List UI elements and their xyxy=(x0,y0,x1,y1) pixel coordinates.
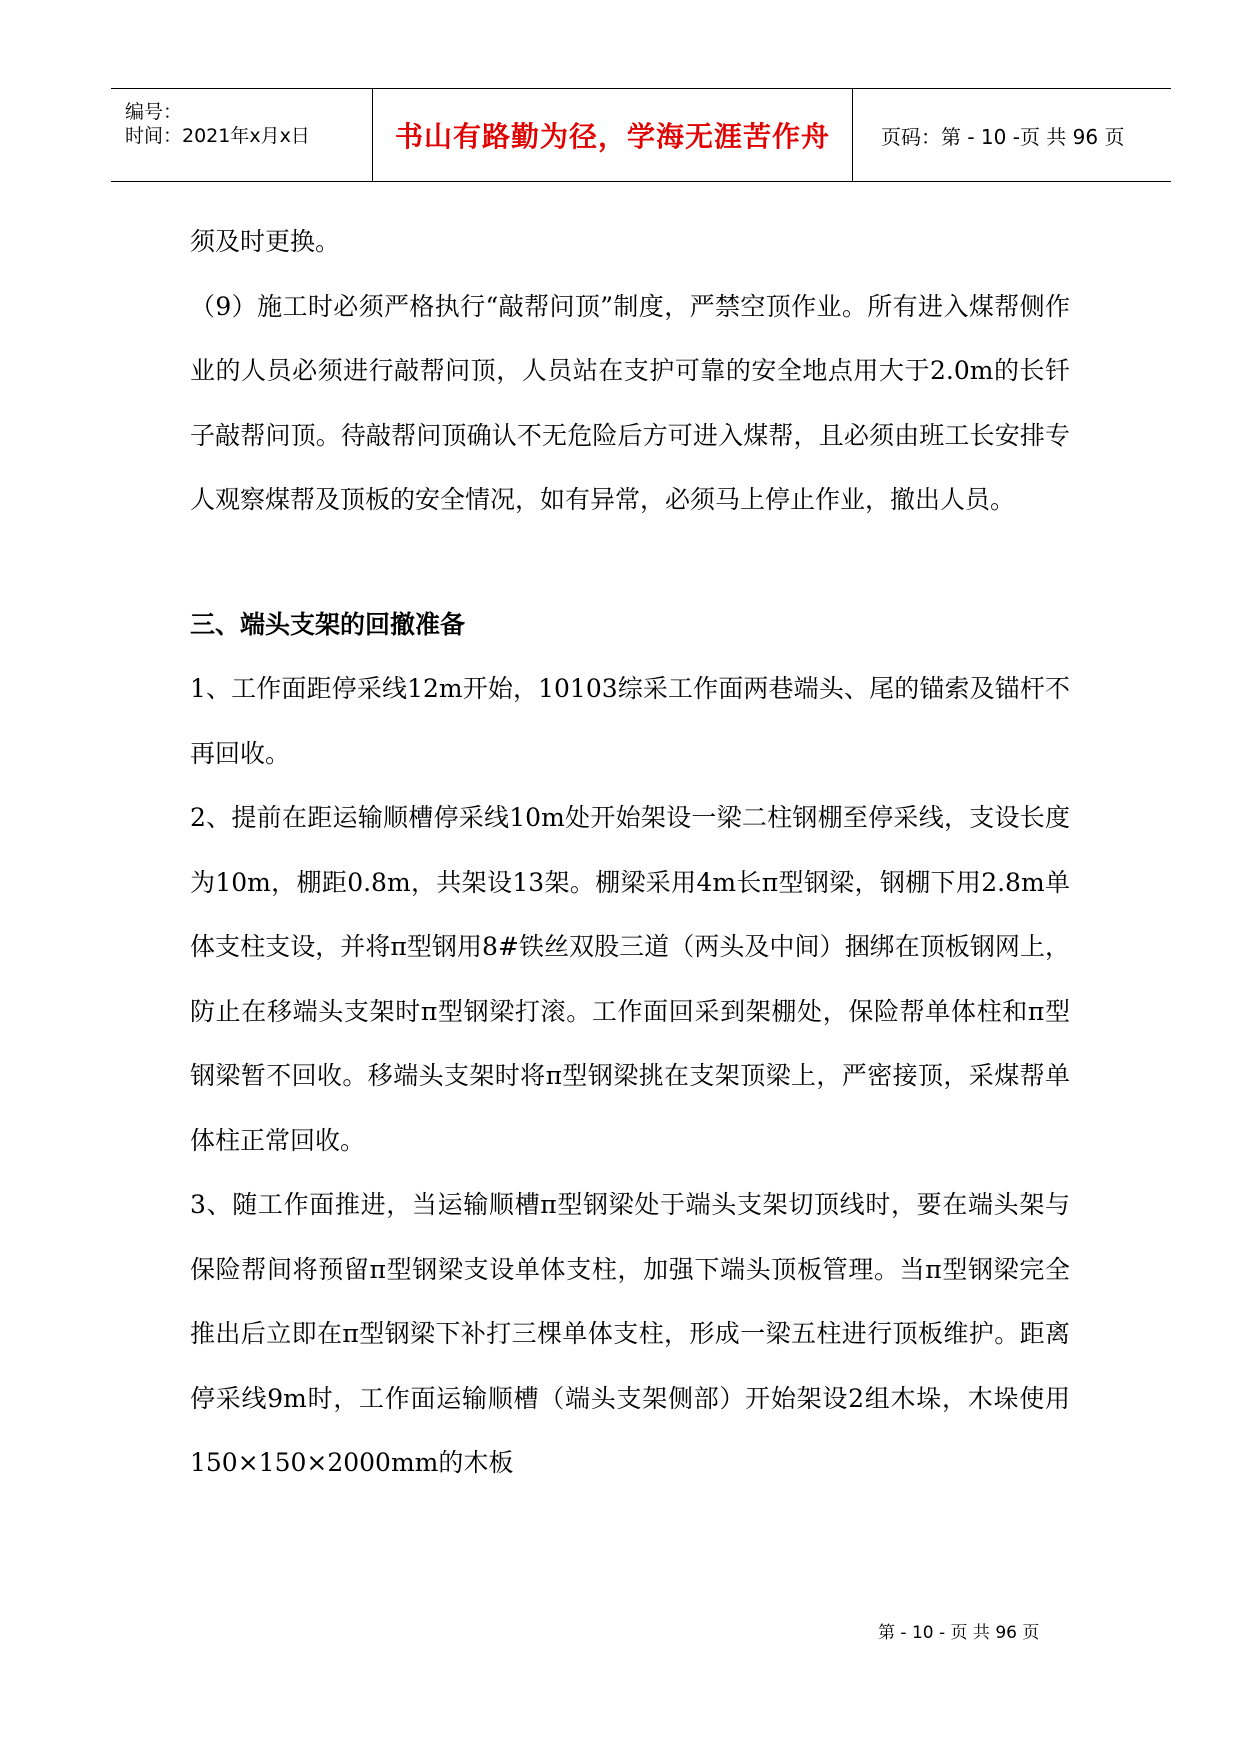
header-info-cell xyxy=(111,89,373,181)
document-number-label: 编号： xyxy=(125,101,183,123)
paragraph-step-2: 2、提前在距运输顺槽停采线10m处开始架设一梁二柱钢棚至停采线，支设长度为10m，棚距0.8m，共架设13架。棚梁采用4m长π型钢梁，钢棚下用2.8m单体支柱支设，并将π型钢用8#铁丝双股三道（两头及中间）捆绑在顶板钢网上，防止在移端头支架时π型钢梁打滚。工作面回采到架棚处，保险帮单体柱和π型钢梁暂不回收。移端头支架时将π型钢梁挑在支架顶梁上，严密接顶，采煤帮单体柱正常回收。 xyxy=(190,803,1070,1155)
paragraph-continued: 须及时更换。 xyxy=(190,227,341,256)
section-heading: 三、端头支架的回撤准备 xyxy=(190,609,466,639)
document-time-label: 时间：2021年x月x日 xyxy=(125,125,310,147)
header-motto-cell xyxy=(373,89,853,181)
page-header xyxy=(111,88,1171,182)
page-footer: 第 - 10 - 页 共 96 页 xyxy=(878,1623,1040,1643)
paragraph-step-1: 1、工作面距停采线12m开始，10103综采工作面两巷端头、尾的锚索及锚杆不再回收。 xyxy=(190,674,1070,768)
section-spacer xyxy=(190,533,1070,593)
header-motto: 书山有路勤为径，学海无涯苦作舟 xyxy=(394,120,830,153)
header-page-cell xyxy=(853,89,1171,181)
header-page-number: 页码：第 - 10 -页 共 96 页 xyxy=(881,124,1125,149)
document-body xyxy=(190,210,1070,1496)
paragraph-item-9: （9）施工时必须严格执行“敲帮问顶”制度，严禁空顶作业。所有进入煤帮侧作业的人员必须进行敲帮问顶，人员站在支护可靠的安全地点用大于2.0m的长钎子敲帮问顶。待敲帮问顶确认不无危险后方可进入煤帮，且必须由班工长安排专人观察煤帮及顶板的安全情况，如有异常，必须马上停止作业，撤出人员。 xyxy=(190,291,1070,514)
paragraph-step-3: 3、随工作面推进，当运输顺槽π型钢梁处于端头支架切顶线时，要在端头架与保险帮间将预留π型钢梁支设单体支柱，加强下端头顶板管理。当π型钢梁完全推出后立即在π型钢梁下补打三棵单体支柱，形成一梁五柱进行顶板维护。距离停采线9m时，工作面运输顺槽（端头支架侧部）开始架设2组木垛，木垛使用150×150×2000mm的木板 xyxy=(190,1190,1070,1477)
